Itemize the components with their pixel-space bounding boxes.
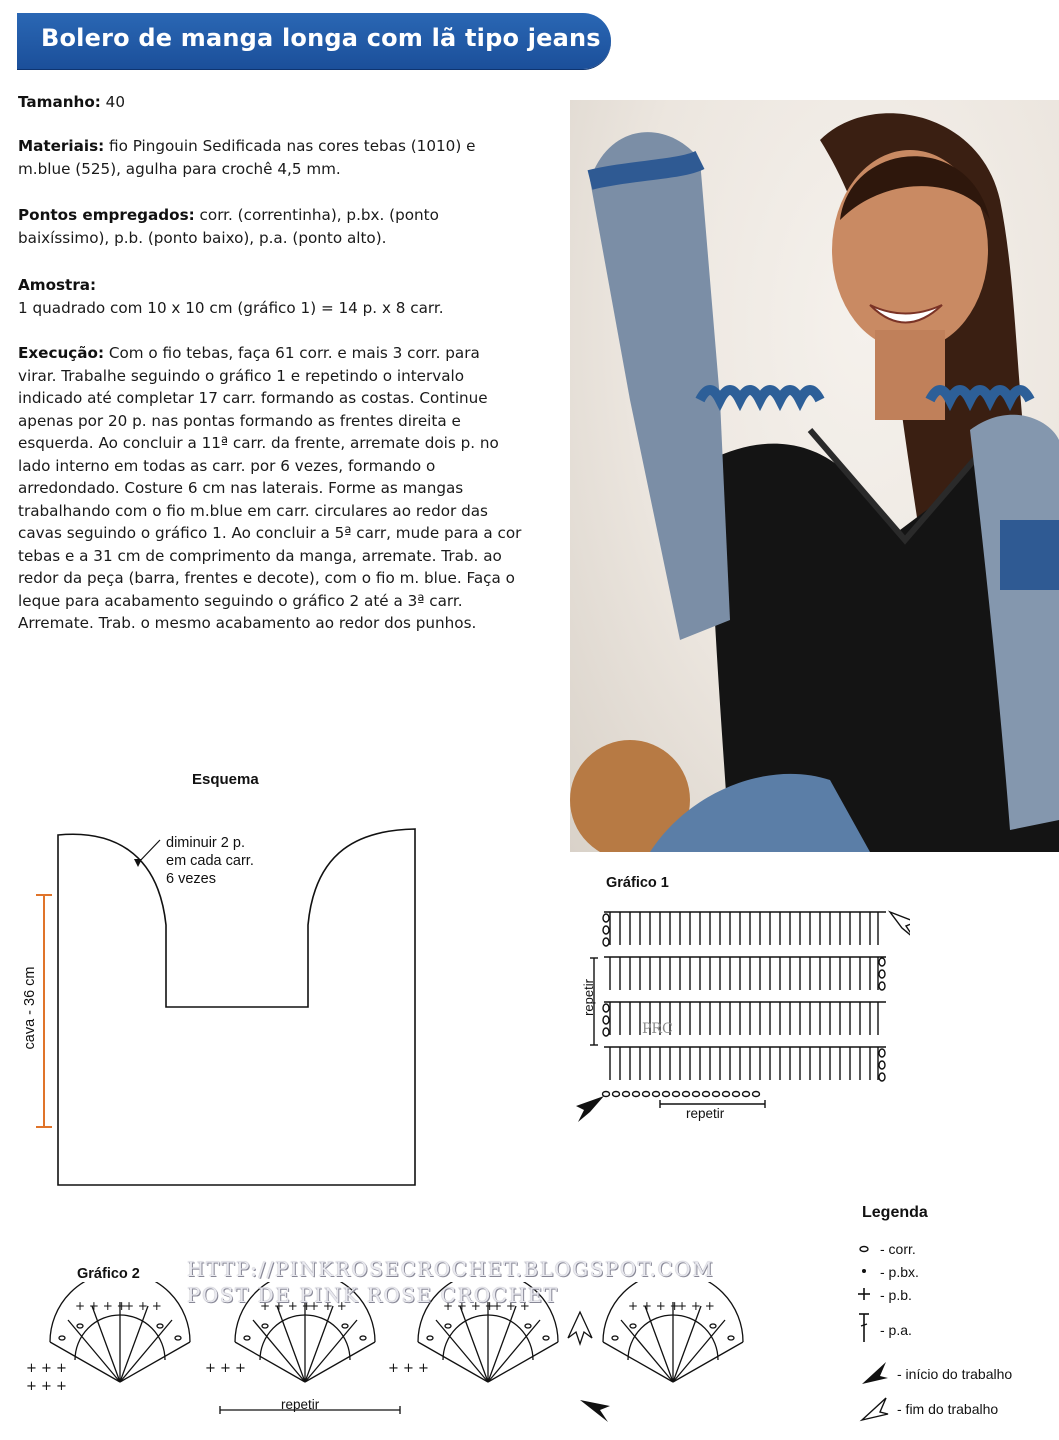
amostra-text: 1 quadrado com 10 x 10 cm (gráfico 1) = 14 p. x 8 carr. — [18, 298, 444, 317]
section-tamanho — [18, 91, 523, 114]
svg-text:+ + +: + + + — [205, 1361, 246, 1376]
pontos-label: Pontos empregados: — [18, 206, 195, 224]
legenda-item-pb: - p.b. — [880, 1287, 912, 1303]
model-photo — [570, 100, 1059, 852]
materiais-text: fio Pingouin Sedificada nas cores tebas (1010) e m.blue (525), agulha para crochê 4,5 mm. — [18, 137, 476, 178]
execucao-text: Com o fio tebas, faça 61 corr. e mais 3 corr. para virar. Trabalhe seguindo o gráfico 1 e repetindo o intervalo indicado até completar 17 carr. formando as costas. Continue apenas por 20 p. nas pontas formando as frentes direita e esquerda. Ao concluir a 11ª carr. da frente, arremate dois p. no lado interno em todas as carr. por 6 vezes, formando o arredondado. Costure 6 cm nas laterais. Forme as mangas trabalhando com o fio m.blue em carr. circulares ao redor das cavas seguindo o gráfico 1. Ao concluir a 5ª carr, mude para a cor tebas e a 31 cm de comprimento da manga, arremate. Trab. ao redor da peça (barra, frentes e decote), com o fio m. blue. Faça o leque para acabamento seguindo o gráfico 2 até a 3ª carr. Arremate. Trab. o mesmo acabamento ao redor dos punhos. — [18, 344, 522, 632]
pontos-text: corr. (correntinha), p.bx. (ponto baixíssimo), p.b. (ponto baixo), p.a. (ponto alto). — [18, 206, 439, 247]
section-execucao — [18, 342, 523, 635]
grafico1-heading: Gráfico 1 — [606, 875, 669, 891]
svg-text:+ + +: + + + — [124, 1299, 162, 1313]
materiais-label: Materiais: — [18, 137, 105, 155]
svg-text:+ + +: + + + — [26, 1361, 67, 1376]
grafico1-chart — [570, 900, 910, 1130]
svg-text:+ + +: + + + — [388, 1361, 429, 1376]
legenda-item-fim: - fim do trabalho — [897, 1401, 999, 1417]
grafico1-side-label: repetir — [580, 979, 596, 1016]
legenda-heading: Legenda — [862, 1204, 928, 1221]
model-illustration — [570, 100, 1059, 852]
legenda-item-inicio: - início do trabalho — [897, 1366, 1013, 1382]
watermark-credit: POST DE PINK ROSE CROCHET — [187, 1283, 559, 1307]
legenda-item-corr: - corr. — [880, 1241, 916, 1257]
legenda-item-pa: - p.a. — [880, 1322, 912, 1338]
grafico2-repeat-label: repetir — [281, 1397, 320, 1412]
esquema-note-line3: 6 vezes — [166, 871, 216, 887]
section-materiais — [18, 135, 523, 180]
svg-text:+ + +: + + + — [26, 1379, 67, 1394]
amostra-label: Amostra: — [18, 276, 97, 294]
grafico2-heading: Gráfico 2 — [77, 1266, 140, 1282]
esquema-note — [166, 834, 254, 888]
esquema-note-line1: diminuir 2 p. — [166, 835, 245, 851]
tamanho-label: Tamanho: — [18, 93, 101, 111]
cava-label: cava - 36 cm — [22, 966, 38, 1050]
page-title: Bolero de manga longa com lã tipo jeans — [41, 24, 601, 52]
watermark-url: HTTP://PINKROSECROCHET.BLOGSPOT.COM — [187, 1257, 715, 1281]
svg-text:+ + + +: + + + + — [75, 1299, 127, 1313]
grafico1-bottom-label: repetir — [686, 1106, 725, 1121]
section-amostra — [18, 274, 523, 319]
grafico1-mark: PRC — [642, 1021, 673, 1037]
execucao-label: Execução: — [18, 344, 105, 362]
tamanho-text: 40 — [100, 93, 126, 111]
section-pontos — [18, 204, 523, 249]
esquema-heading: Esquema — [192, 771, 259, 788]
legenda-item-pbx: - p.bx. — [880, 1264, 919, 1280]
esquema-note-line2: em cada carr. — [166, 853, 254, 869]
